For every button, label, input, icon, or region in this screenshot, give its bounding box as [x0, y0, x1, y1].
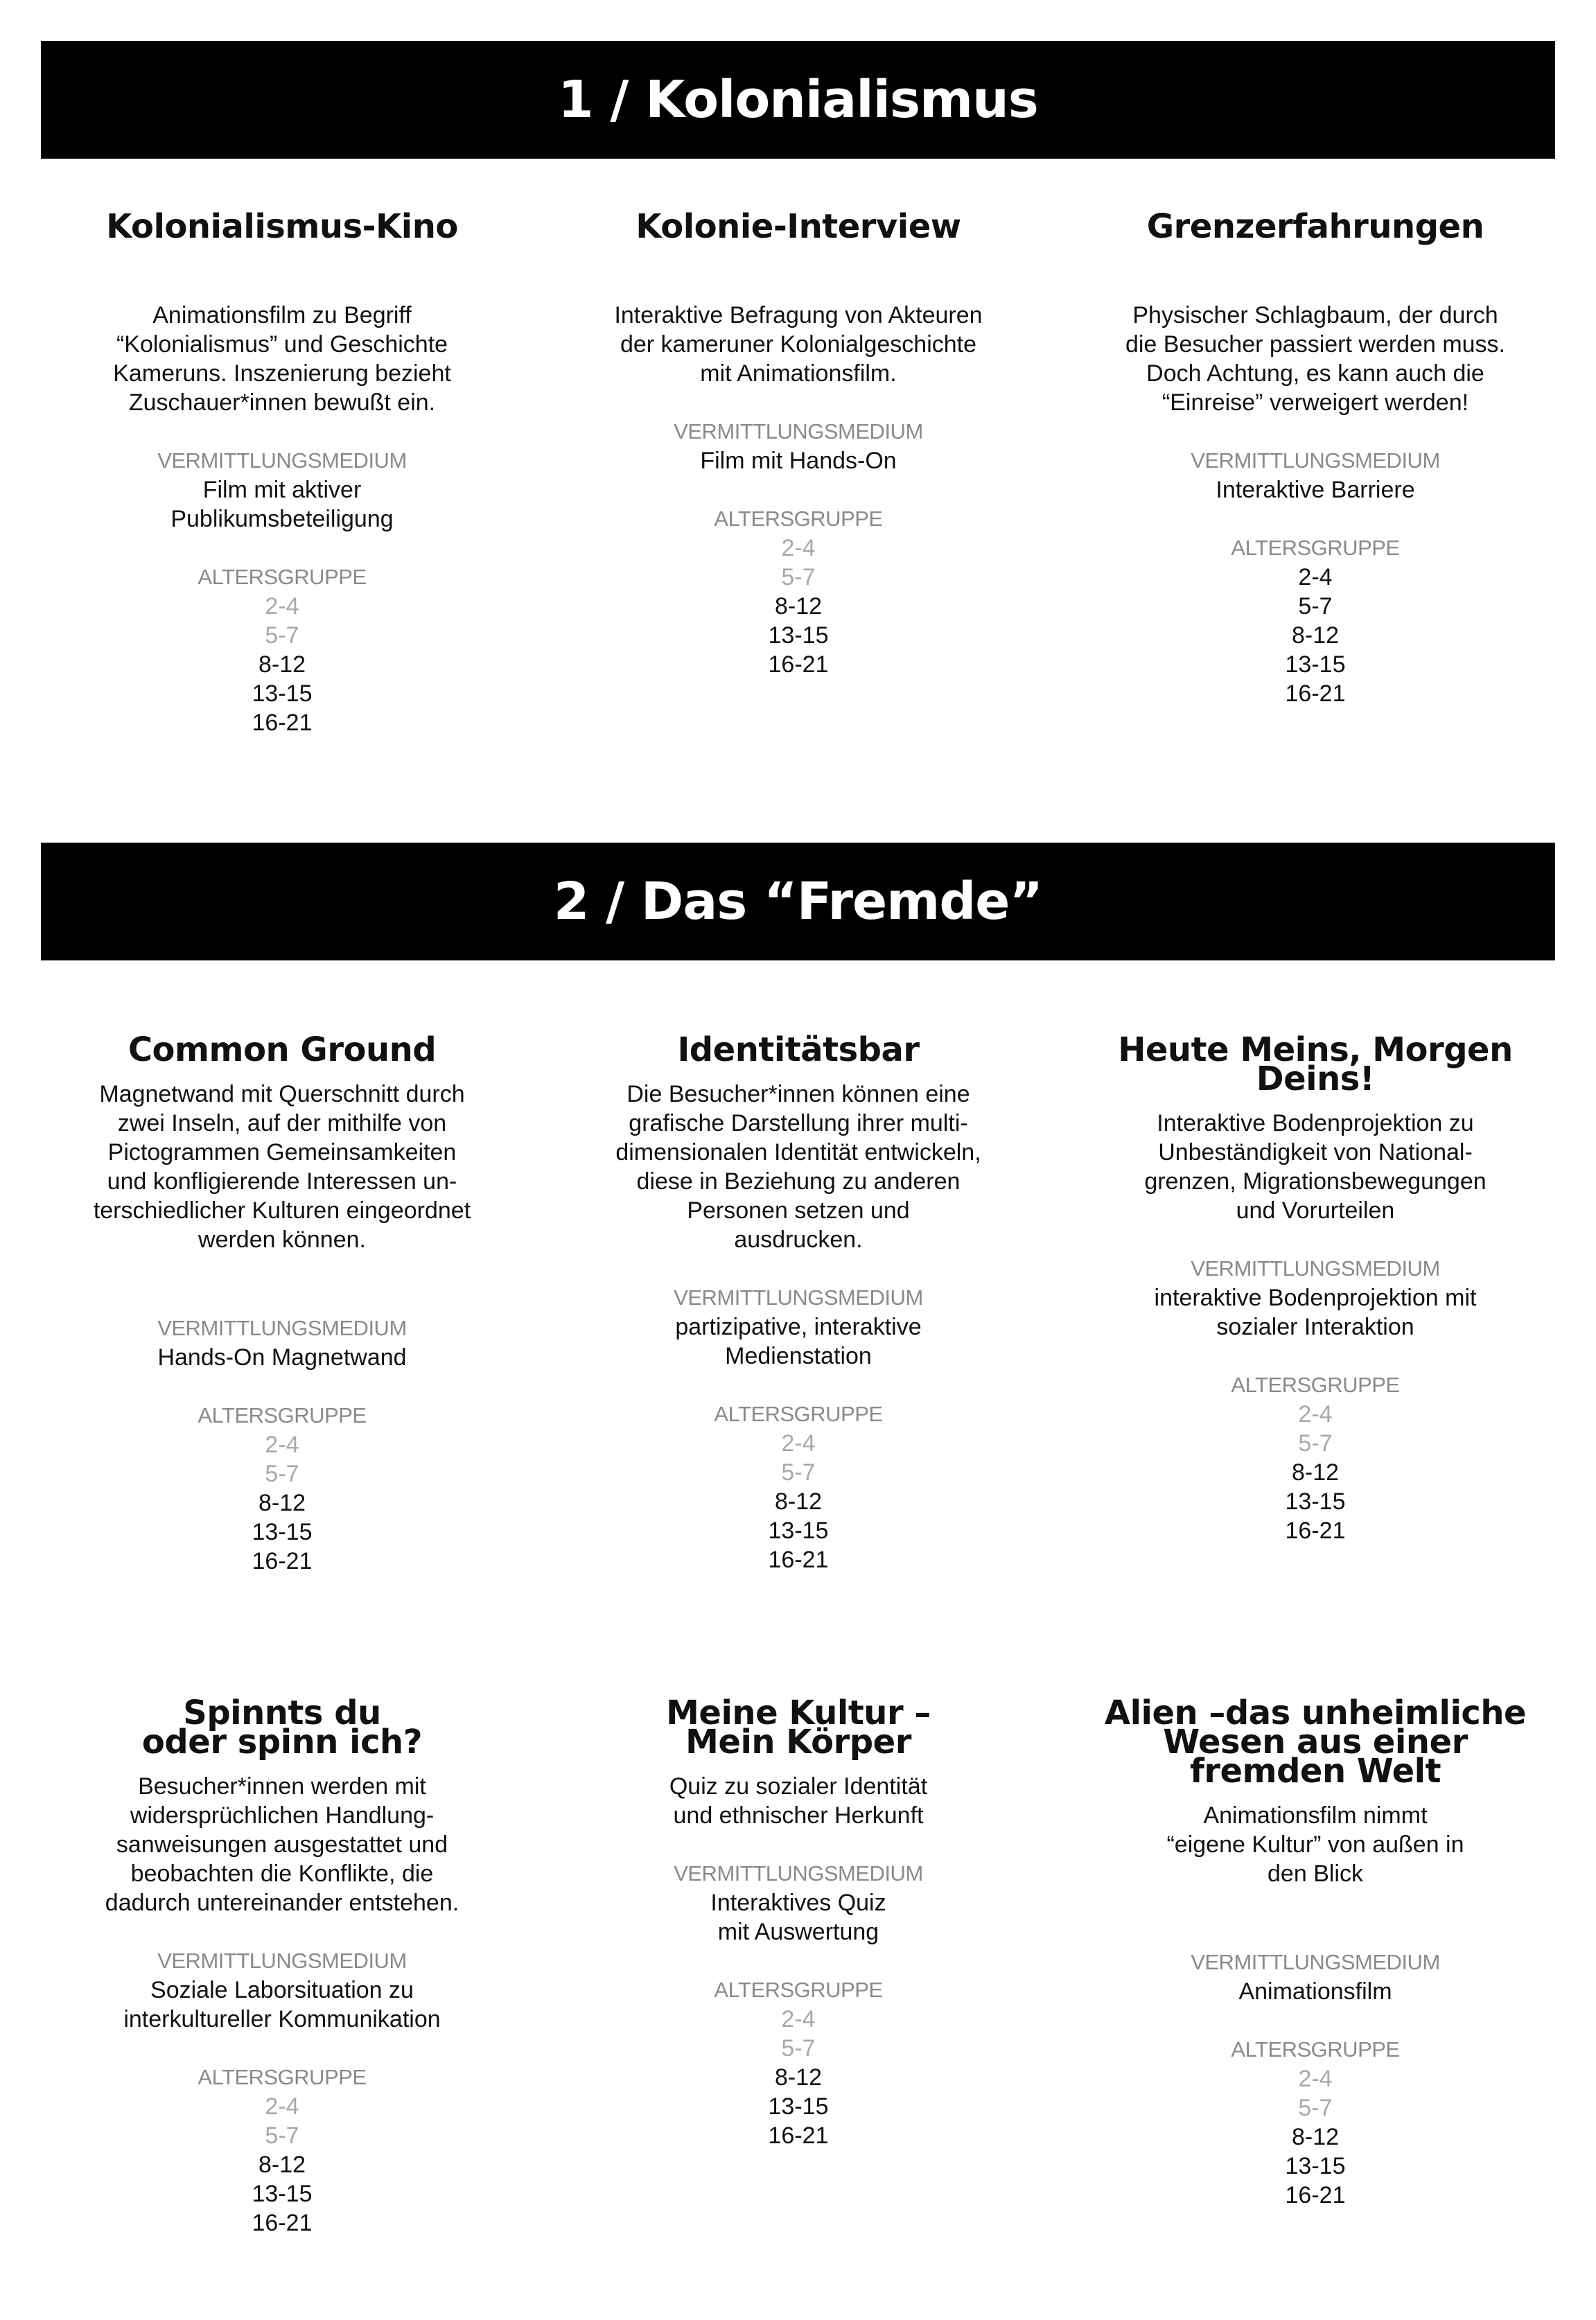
age-item: 16-21 — [252, 710, 313, 736]
age-item: 2-4 — [1298, 564, 1333, 590]
age-list — [46, 1430, 518, 1576]
description-line: Animationsfilm nimmt — [1203, 1802, 1428, 1829]
age-item: 16-21 — [1285, 2182, 1346, 2208]
age-item: 2-4 — [781, 535, 816, 561]
card-alien — [1080, 1694, 1551, 2210]
age-item: 13-15 — [1285, 651, 1346, 678]
age-item: 13-15 — [768, 622, 829, 649]
age-list — [1080, 2064, 1551, 2210]
description-line: den Blick — [1268, 1861, 1363, 1887]
card-common-ground — [46, 1030, 518, 1576]
medium-label: VERMITTLUNGSMEDIUM — [674, 1285, 923, 1310]
medium-value: interkultureller Kommunikation — [123, 2006, 441, 2032]
card-title-line: Identitätsbar — [677, 1030, 920, 1069]
age-item: 13-15 — [252, 680, 313, 707]
age-group-label: ALTERSGRUPPE — [198, 2065, 367, 2089]
medium-value: Interaktives Quiz — [710, 1890, 886, 1916]
description-line: Quiz zu sozialer Identität — [669, 1773, 928, 1800]
card-title-line: Grenzerfahrungen — [1146, 207, 1484, 246]
card-medium — [1080, 1254, 1551, 1342]
card-title — [563, 1694, 1034, 1761]
card-title-line: Kolonie-Interview — [635, 207, 961, 246]
age-item: 8-12 — [1291, 1459, 1340, 1486]
age-item: 5-7 — [1298, 1430, 1333, 1457]
description-line: sanweisungen ausgestattet und — [116, 1831, 448, 1858]
description-line: “Einreise” verweigert werden! — [1161, 389, 1469, 416]
card-age-group — [1080, 534, 1551, 708]
section-banner-kolonialismus — [41, 41, 1555, 159]
card-age-group — [1080, 2035, 1551, 2210]
card-description — [46, 1772, 518, 1917]
age-item: 13-15 — [768, 1518, 829, 1544]
card-description — [563, 1080, 1034, 1254]
description-line: Magnetwand mit Querschnitt durch — [99, 1081, 465, 1107]
medium-label: VERMITTLUNGSMEDIUM — [1191, 1950, 1440, 1974]
card-age-group — [46, 1401, 518, 1576]
age-list — [1080, 1400, 1551, 1545]
age-list — [46, 592, 518, 737]
age-item: 8-12 — [1291, 622, 1340, 649]
description-line: grenzen, Migrationsbewegungen — [1144, 1168, 1487, 1195]
age-group-label: ALTERSGRUPPE — [1231, 1373, 1400, 1397]
age-item: 2-4 — [265, 2093, 299, 2120]
description-line: Personen setzen und — [687, 1197, 910, 1224]
age-item: 16-21 — [768, 2123, 829, 2149]
medium-value: partizipative, interaktive — [675, 1314, 922, 1340]
card-title — [563, 207, 1034, 246]
age-item: 2-4 — [781, 2006, 816, 2032]
description-line: mit Animationsfilm. — [700, 360, 897, 387]
medium-value: Interaktive Barriere — [1216, 477, 1415, 503]
description-line: Pictogrammen Gemeinsamkeiten — [107, 1139, 457, 1166]
description-line: Physischer Schlagbaum, der durch — [1132, 302, 1498, 328]
age-item: 2-4 — [265, 1432, 299, 1458]
description-line: Doch Achtung, es kann auch die — [1146, 360, 1484, 387]
card-title-line: Alien –das unheimliche — [1104, 1694, 1527, 1732]
card-grenzerfahrungen — [1080, 207, 1551, 708]
medium-label: VERMITTLUNGSMEDIUM — [157, 1316, 407, 1340]
card-title-line: Common Ground — [128, 1030, 437, 1069]
medium-label: VERMITTLUNGSMEDIUM — [1191, 448, 1440, 473]
age-item: 13-15 — [1285, 1488, 1346, 1515]
card-medium — [563, 1859, 1034, 1946]
description-line: Interaktive Bodenprojektion zu — [1157, 1110, 1474, 1136]
age-group-label: ALTERSGRUPPE — [714, 1978, 883, 2002]
age-item: 2-4 — [781, 1430, 816, 1457]
medium-value: Hands-On Magnetwand — [157, 1344, 407, 1371]
card-identitaetsbar — [563, 1030, 1034, 1574]
card-age-group — [563, 504, 1034, 679]
medium-label: VERMITTLUNGSMEDIUM — [157, 448, 407, 473]
description-line: beobachten die Konflikte, die — [130, 1861, 434, 1887]
age-item: 13-15 — [252, 1519, 313, 1545]
card-kolonie-interview — [563, 207, 1034, 679]
section-title: 1 / Kolonialismus — [558, 70, 1038, 130]
card-title-line: Spinnts du — [183, 1694, 381, 1732]
age-item: 13-15 — [252, 2181, 313, 2207]
card-title-line: Deins! — [1256, 1060, 1375, 1098]
age-list — [563, 534, 1034, 679]
age-item: 8-12 — [774, 1488, 823, 1515]
card-title — [563, 1030, 1034, 1069]
card-title-line: Wesen aus einer — [1163, 1723, 1468, 1761]
description-line: ausdrucken. — [734, 1227, 863, 1253]
age-item: 16-21 — [768, 1547, 829, 1573]
card-medium — [563, 417, 1034, 475]
age-item: 5-7 — [265, 2123, 299, 2149]
medium-label: VERMITTLUNGSMEDIUM — [674, 419, 923, 443]
description-line: Unbeständigkeit von National- — [1158, 1139, 1473, 1166]
age-item: 5-7 — [1298, 2095, 1333, 2121]
age-item: 8-12 — [258, 1490, 306, 1516]
description-line: dimensionalen Identität entwickeln, — [615, 1139, 981, 1166]
medium-value: sozialer Interaktion — [1216, 1314, 1414, 1340]
description-line: diese in Beziehung zu anderen — [636, 1168, 961, 1195]
description-line: Zuschauer*innen bewußt ein. — [128, 389, 436, 416]
card-description — [563, 1772, 1034, 1830]
description-line: Besucher*innen werden mit — [138, 1773, 426, 1800]
age-item: 8-12 — [258, 2152, 306, 2178]
age-item: 8-12 — [774, 593, 823, 619]
card-title — [1080, 1694, 1551, 1791]
card-title — [1080, 207, 1551, 246]
description-line: “Kolonialismus” und Geschichte — [116, 331, 448, 358]
description-line: dadurch untereinander entstehen. — [105, 1890, 459, 1916]
age-list — [46, 2092, 518, 2238]
description-line: grafische Darstellung ihrer multi- — [629, 1110, 968, 1136]
description-line: Die Besucher*innen können eine — [626, 1081, 970, 1107]
description-line: Interaktive Befragung von Akteuren — [614, 302, 983, 328]
age-item: 16-21 — [252, 2210, 313, 2236]
card-medium — [1080, 446, 1551, 504]
medium-value: mit Auswertung — [717, 1919, 879, 1945]
medium-label: VERMITTLUNGSMEDIUM — [157, 1949, 407, 1973]
medium-value: interaktive Bodenprojektion mit — [1154, 1285, 1477, 1311]
age-item: 5-7 — [781, 1459, 816, 1486]
age-item: 8-12 — [774, 2064, 823, 2091]
age-item: 16-21 — [252, 1548, 313, 1574]
description-line: Animationsfilm zu Begriff — [152, 302, 412, 328]
age-item: 2-4 — [1298, 2066, 1333, 2092]
card-title-line: Meine Kultur – — [666, 1694, 931, 1732]
card-meine-kultur — [563, 1694, 1034, 2150]
card-medium — [46, 446, 518, 534]
age-item: 5-7 — [265, 622, 299, 649]
description-line: und Vorurteilen — [1236, 1197, 1395, 1224]
medium-value: Soziale Laborsituation zu — [150, 1977, 414, 2003]
age-item: 13-15 — [1285, 2153, 1346, 2179]
card-description — [46, 1080, 518, 1254]
description-line: Kameruns. Inszenierung bezieht — [113, 360, 451, 387]
card-title-line: Mein Körper — [685, 1723, 911, 1761]
card-description — [1080, 1801, 1551, 1888]
card-medium — [46, 1946, 518, 2034]
card-age-group — [563, 1976, 1034, 2150]
card-title — [46, 1694, 518, 1761]
description-line: zwei Inseln, auf der mithilfe von — [117, 1110, 447, 1136]
card-title-line: fremden Welt — [1189, 1752, 1441, 1791]
age-list — [563, 1429, 1034, 1574]
card-age-group — [1080, 1371, 1551, 1545]
age-group-label: ALTERSGRUPPE — [714, 1402, 883, 1426]
card-title-line: Heute Meins, Morgen — [1118, 1030, 1513, 1069]
card-description — [1080, 301, 1551, 417]
medium-value: Animationsfilm — [1238, 1978, 1392, 2005]
card-medium — [46, 1314, 518, 1372]
card-medium — [1080, 1948, 1551, 2006]
age-group-label: ALTERSGRUPPE — [1231, 2037, 1400, 2062]
description-line: die Besucher passiert werden muss. — [1125, 331, 1506, 358]
card-medium — [563, 1283, 1034, 1371]
age-group-label: ALTERSGRUPPE — [1231, 536, 1400, 560]
card-title — [46, 207, 518, 246]
age-item: 8-12 — [1291, 2124, 1340, 2150]
card-age-group — [46, 2063, 518, 2238]
section-title: 2 / Das “Fremde” — [553, 872, 1043, 931]
description-line: widersprüchlichen Handlung- — [130, 1802, 435, 1829]
age-group-label: ALTERSGRUPPE — [198, 565, 367, 589]
age-item: 8-12 — [258, 651, 306, 678]
card-age-group — [563, 1400, 1034, 1574]
medium-label: VERMITTLUNGSMEDIUM — [674, 1861, 923, 1886]
description-line: und konfligierende Interessen un- — [107, 1168, 457, 1195]
medium-value: Film mit Hands-On — [700, 448, 897, 474]
age-item: 16-21 — [1285, 1518, 1346, 1544]
description-line: und ethnischer Herkunft — [673, 1802, 924, 1829]
age-item: 5-7 — [781, 2035, 816, 2062]
description-line: “eigene Kultur” von außen in — [1166, 1831, 1464, 1858]
age-group-label: ALTERSGRUPPE — [198, 1403, 367, 1427]
card-spinnts-du — [46, 1694, 518, 2238]
medium-value: Film mit aktiver — [202, 477, 362, 503]
age-item: 16-21 — [1285, 680, 1346, 707]
age-item: 16-21 — [768, 651, 829, 678]
age-item: 2-4 — [265, 593, 299, 619]
card-heute-meins-morgen-deins — [1080, 1030, 1551, 1545]
description-line: der kameruner Kolonialgeschichte — [620, 331, 977, 358]
description-line: terschiedlicher Kulturen eingeordnet — [93, 1197, 471, 1224]
age-list — [1080, 563, 1551, 708]
age-item: 5-7 — [1298, 593, 1333, 619]
card-description — [563, 301, 1034, 388]
age-item: 13-15 — [768, 2093, 829, 2120]
card-age-group — [46, 563, 518, 737]
age-item: 2-4 — [1298, 1401, 1333, 1427]
card-title-line: Kolonialismus-Kino — [106, 207, 458, 246]
card-description — [46, 301, 518, 417]
description-line: werden können. — [198, 1227, 366, 1253]
age-list — [563, 2005, 1034, 2150]
card-kolonialismus-kino — [46, 207, 518, 737]
medium-label: VERMITTLUNGSMEDIUM — [1191, 1256, 1440, 1281]
age-item: 5-7 — [781, 564, 816, 590]
age-group-label: ALTERSGRUPPE — [714, 507, 883, 531]
card-description — [1080, 1109, 1551, 1225]
section-banner-das-fremde — [41, 843, 1555, 960]
medium-value: Publikumsbeteiligung — [170, 506, 394, 532]
card-title — [1080, 1030, 1551, 1098]
age-item: 5-7 — [265, 1461, 299, 1487]
card-title-line: oder spinn ich? — [141, 1723, 423, 1761]
medium-value: Medienstation — [725, 1343, 872, 1369]
card-title — [46, 1030, 518, 1069]
